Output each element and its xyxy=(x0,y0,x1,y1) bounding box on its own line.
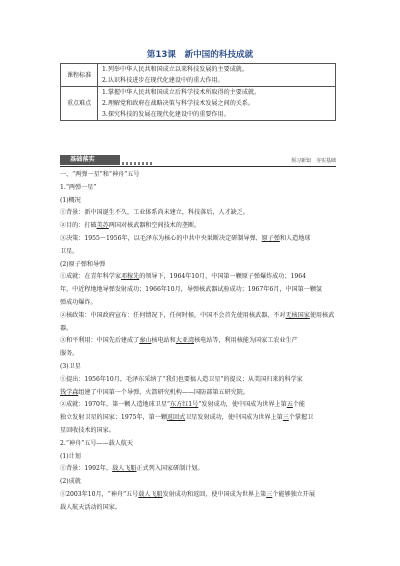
key-points-label: 重点难点 xyxy=(61,87,98,121)
achievement-line-2: 年，中近程地地导弹发射成功；1966年10月，导弹核武器试验成功；1967年6月，中国第一颗氢 xyxy=(60,286,323,294)
standards-table xyxy=(60,63,336,121)
policy-line: ②核政策：中国政府宣布：任何情况下，任何时候，中国不会首先使用核武器，不对无核国家使用核武器。 xyxy=(60,311,335,332)
result-line: ①2003年10月，“神舟”五号载人飞船发射成功和返回，使中国成为世界上第三个能够独立开展 xyxy=(60,490,315,498)
section-tab: 基础落实 xyxy=(60,155,120,165)
result-label: (2)成就 xyxy=(60,478,81,486)
standards-items xyxy=(98,64,336,87)
table-row xyxy=(61,64,336,87)
result-line-2: 载人航天活动的国家。 xyxy=(60,503,121,511)
decision-line: ③决策：1955～1956年，以毛泽东为核心的中共中央果断决定研制导弹、原子弹和人造地球 xyxy=(60,234,311,242)
list-item: 1.列举中华人民共和国成立以来科技发展的主要成就。 xyxy=(102,66,248,73)
list-item: 3.探究科技的发展在现代化建设中的重要作用。 xyxy=(102,111,230,118)
satellite-label: (3)卫星 xyxy=(60,362,81,370)
list-item: 2.认识科技进步在现代化建设中的重大作用。 xyxy=(102,77,224,84)
heading-1-1: 1.“两弹一星” xyxy=(60,183,97,191)
satellite-proposal-line: ①提出：1956年10月，毛泽东采纳了“我们也要搞人造卫星”的提议；从美国归来的科学家 xyxy=(60,375,303,383)
decision-line-2: 卫星。 xyxy=(60,247,79,255)
standards-label: 课程标准 xyxy=(61,64,98,87)
table-row xyxy=(61,87,336,121)
achievement-line: ①成就：在青年科学家邓稼先的领导下，1964年10月，中国第一颗原子弹爆炸成功；1964 xyxy=(60,273,306,281)
purpose-line: ②目的：打破美苏两国对核武器和空间技术的垄断。 xyxy=(60,222,201,230)
satellite-achievement-line-3: 星回收技术的国家。 xyxy=(60,426,115,434)
heading-1: 一、“两弹一星”和“神舟”五号 xyxy=(60,171,140,178)
background-line: ①背景：新中国诞生不久，工业体系尚未建立，科技落后，人才缺乏。 xyxy=(60,209,249,217)
peace-line: ③和平利用：中国先后建成了秦山核电站和大亚湾核电站等，利用核能为国家工农业生产 xyxy=(60,337,298,345)
section-divider xyxy=(122,162,152,165)
list-item: 1.掌握中华人民共和国成立后科学技术所取得的主要成就。 xyxy=(102,89,261,96)
atom-label: (2)原子弹和导弹 xyxy=(60,260,106,268)
plan-label: (1)计划 xyxy=(60,452,81,460)
satellite-achievement-line: ②成就：1970年，第一颗人造地球卫星“东方红1号”发射成功，使中国成为世界上第五个能 xyxy=(60,401,306,409)
peace-line-2: 服务。 xyxy=(60,350,79,358)
overview-label: (1)概况 xyxy=(60,196,81,204)
section-subtitle: 预习新知 夯实基础 xyxy=(290,158,336,164)
achievement-line-3: 弹成功爆炸。 xyxy=(60,298,97,306)
satellite-proposal-line-2: 钱学森组建了中国第一个导弹、火箭研究机构——国防部第五研究院。 xyxy=(60,388,249,396)
list-item: 2.理解党和政府在战略决策与科学技术发展之间的关系。 xyxy=(102,100,255,107)
section-header xyxy=(60,154,336,167)
lesson-title: 第13课 新中国的科技成就 xyxy=(146,50,254,60)
key-points-items xyxy=(98,87,336,121)
body-content xyxy=(60,169,340,515)
satellite-achievement-line-2: 独立发射卫星的国家；1975年，第一颗返回式卫星发射成功，使中国成为世界上第三个掌握卫 xyxy=(60,414,314,422)
plan-line: ①背景：1992年，载人飞船正式列入国家研制计划。 xyxy=(60,465,204,473)
heading-1-2: 2.“神舟”五号——载人航天 xyxy=(60,439,133,447)
